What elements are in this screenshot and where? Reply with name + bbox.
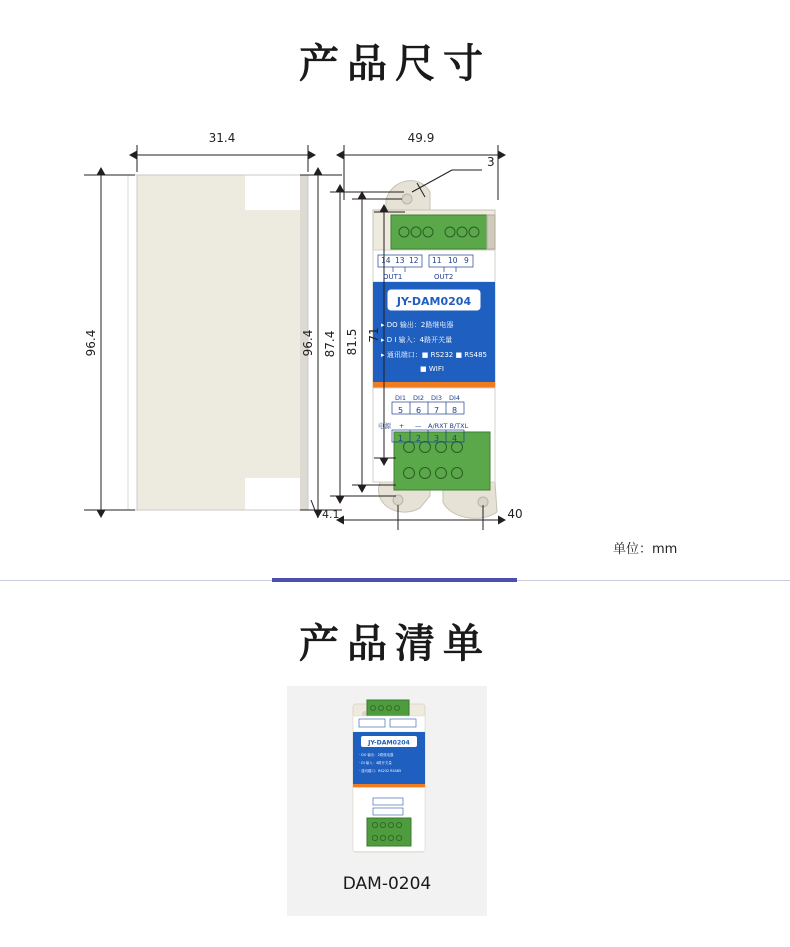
dim-side-lip: 4.1 bbox=[322, 508, 340, 521]
dimension-drawing bbox=[0, 100, 790, 570]
terminal-num-12: 12 bbox=[409, 256, 419, 265]
spec-line-1: ▸ DO 输出：2路继电器 bbox=[381, 321, 454, 329]
di-num-7: 7 bbox=[434, 406, 440, 415]
di-num-8: 8 bbox=[452, 406, 458, 415]
dim-mount-width: 40 bbox=[507, 507, 523, 521]
di-label-4: DI4 bbox=[449, 394, 461, 402]
page-title-dimensions: 产品尺寸 bbox=[299, 41, 491, 87]
dim-side-width: 31.4 bbox=[208, 131, 236, 145]
di-label-2: DI2 bbox=[413, 394, 425, 402]
svg-text:· DI 输入：4路开关量: · DI 输入：4路开关量 bbox=[359, 761, 392, 765]
di-label-3: DI3 bbox=[431, 394, 443, 402]
terminal-group-out2: OUT2 bbox=[434, 273, 454, 281]
unit-note: 单位：mm bbox=[613, 542, 678, 557]
bottom-num-1: 1 bbox=[398, 434, 404, 443]
terminal-num-9: 9 bbox=[464, 256, 469, 265]
di-num-5: 5 bbox=[398, 406, 404, 415]
dim-mount-h1: 87.4 bbox=[323, 330, 337, 358]
dim-hole-dia: 3 bbox=[487, 155, 495, 169]
terminal-num-14: 14 bbox=[381, 256, 391, 265]
dim-front-height: 96.4 bbox=[301, 329, 315, 357]
terminal-num-11: 11 bbox=[432, 256, 442, 265]
power-plus: + bbox=[399, 422, 405, 430]
spec-line-3: ▸ 通讯端口：■ RS232 ■ RS485 bbox=[381, 351, 487, 359]
terminal-num-10: 10 bbox=[448, 256, 458, 265]
power-minus: — bbox=[415, 422, 422, 430]
svg-text:· DO 输出：2路继电器: · DO 输出：2路继电器 bbox=[359, 753, 394, 757]
bottom-num-4: 4 bbox=[452, 434, 458, 443]
divider-accent bbox=[272, 578, 517, 582]
spec-line-2: ▸ D I 输入：4路开关量 bbox=[381, 336, 453, 344]
device-model-label: JY-DAM0204 bbox=[396, 295, 472, 308]
product-photo-caption: DAM-0204 bbox=[342, 874, 432, 894]
svg-text:· 通讯端口：RS232 RS485: · 通讯端口：RS232 RS485 bbox=[359, 769, 402, 773]
section-divider bbox=[0, 578, 790, 584]
di-label-1: DI1 bbox=[395, 394, 407, 402]
dim-mount-h2: 81.5 bbox=[345, 328, 359, 356]
bus-label: A/RXT B/TXL bbox=[428, 422, 469, 430]
page-title-packlist: 产品清单 bbox=[299, 621, 491, 667]
dim-side-height: 96.4 bbox=[84, 329, 98, 357]
dim-mount-h3: 71 bbox=[367, 327, 381, 343]
bottom-num-2: 2 bbox=[416, 434, 422, 443]
dim-front-width: 49.9 bbox=[407, 131, 435, 145]
terminal-group-out1: OUT1 bbox=[383, 273, 403, 281]
di-num-6: 6 bbox=[416, 406, 422, 415]
photo-model-label: JY-DAM0204 bbox=[368, 739, 410, 747]
power-label: 电源 bbox=[378, 422, 391, 430]
bottom-num-3: 3 bbox=[434, 434, 440, 443]
terminal-num-13: 13 bbox=[395, 256, 405, 265]
spec-line-4: ■ WIFI bbox=[420, 365, 444, 373]
